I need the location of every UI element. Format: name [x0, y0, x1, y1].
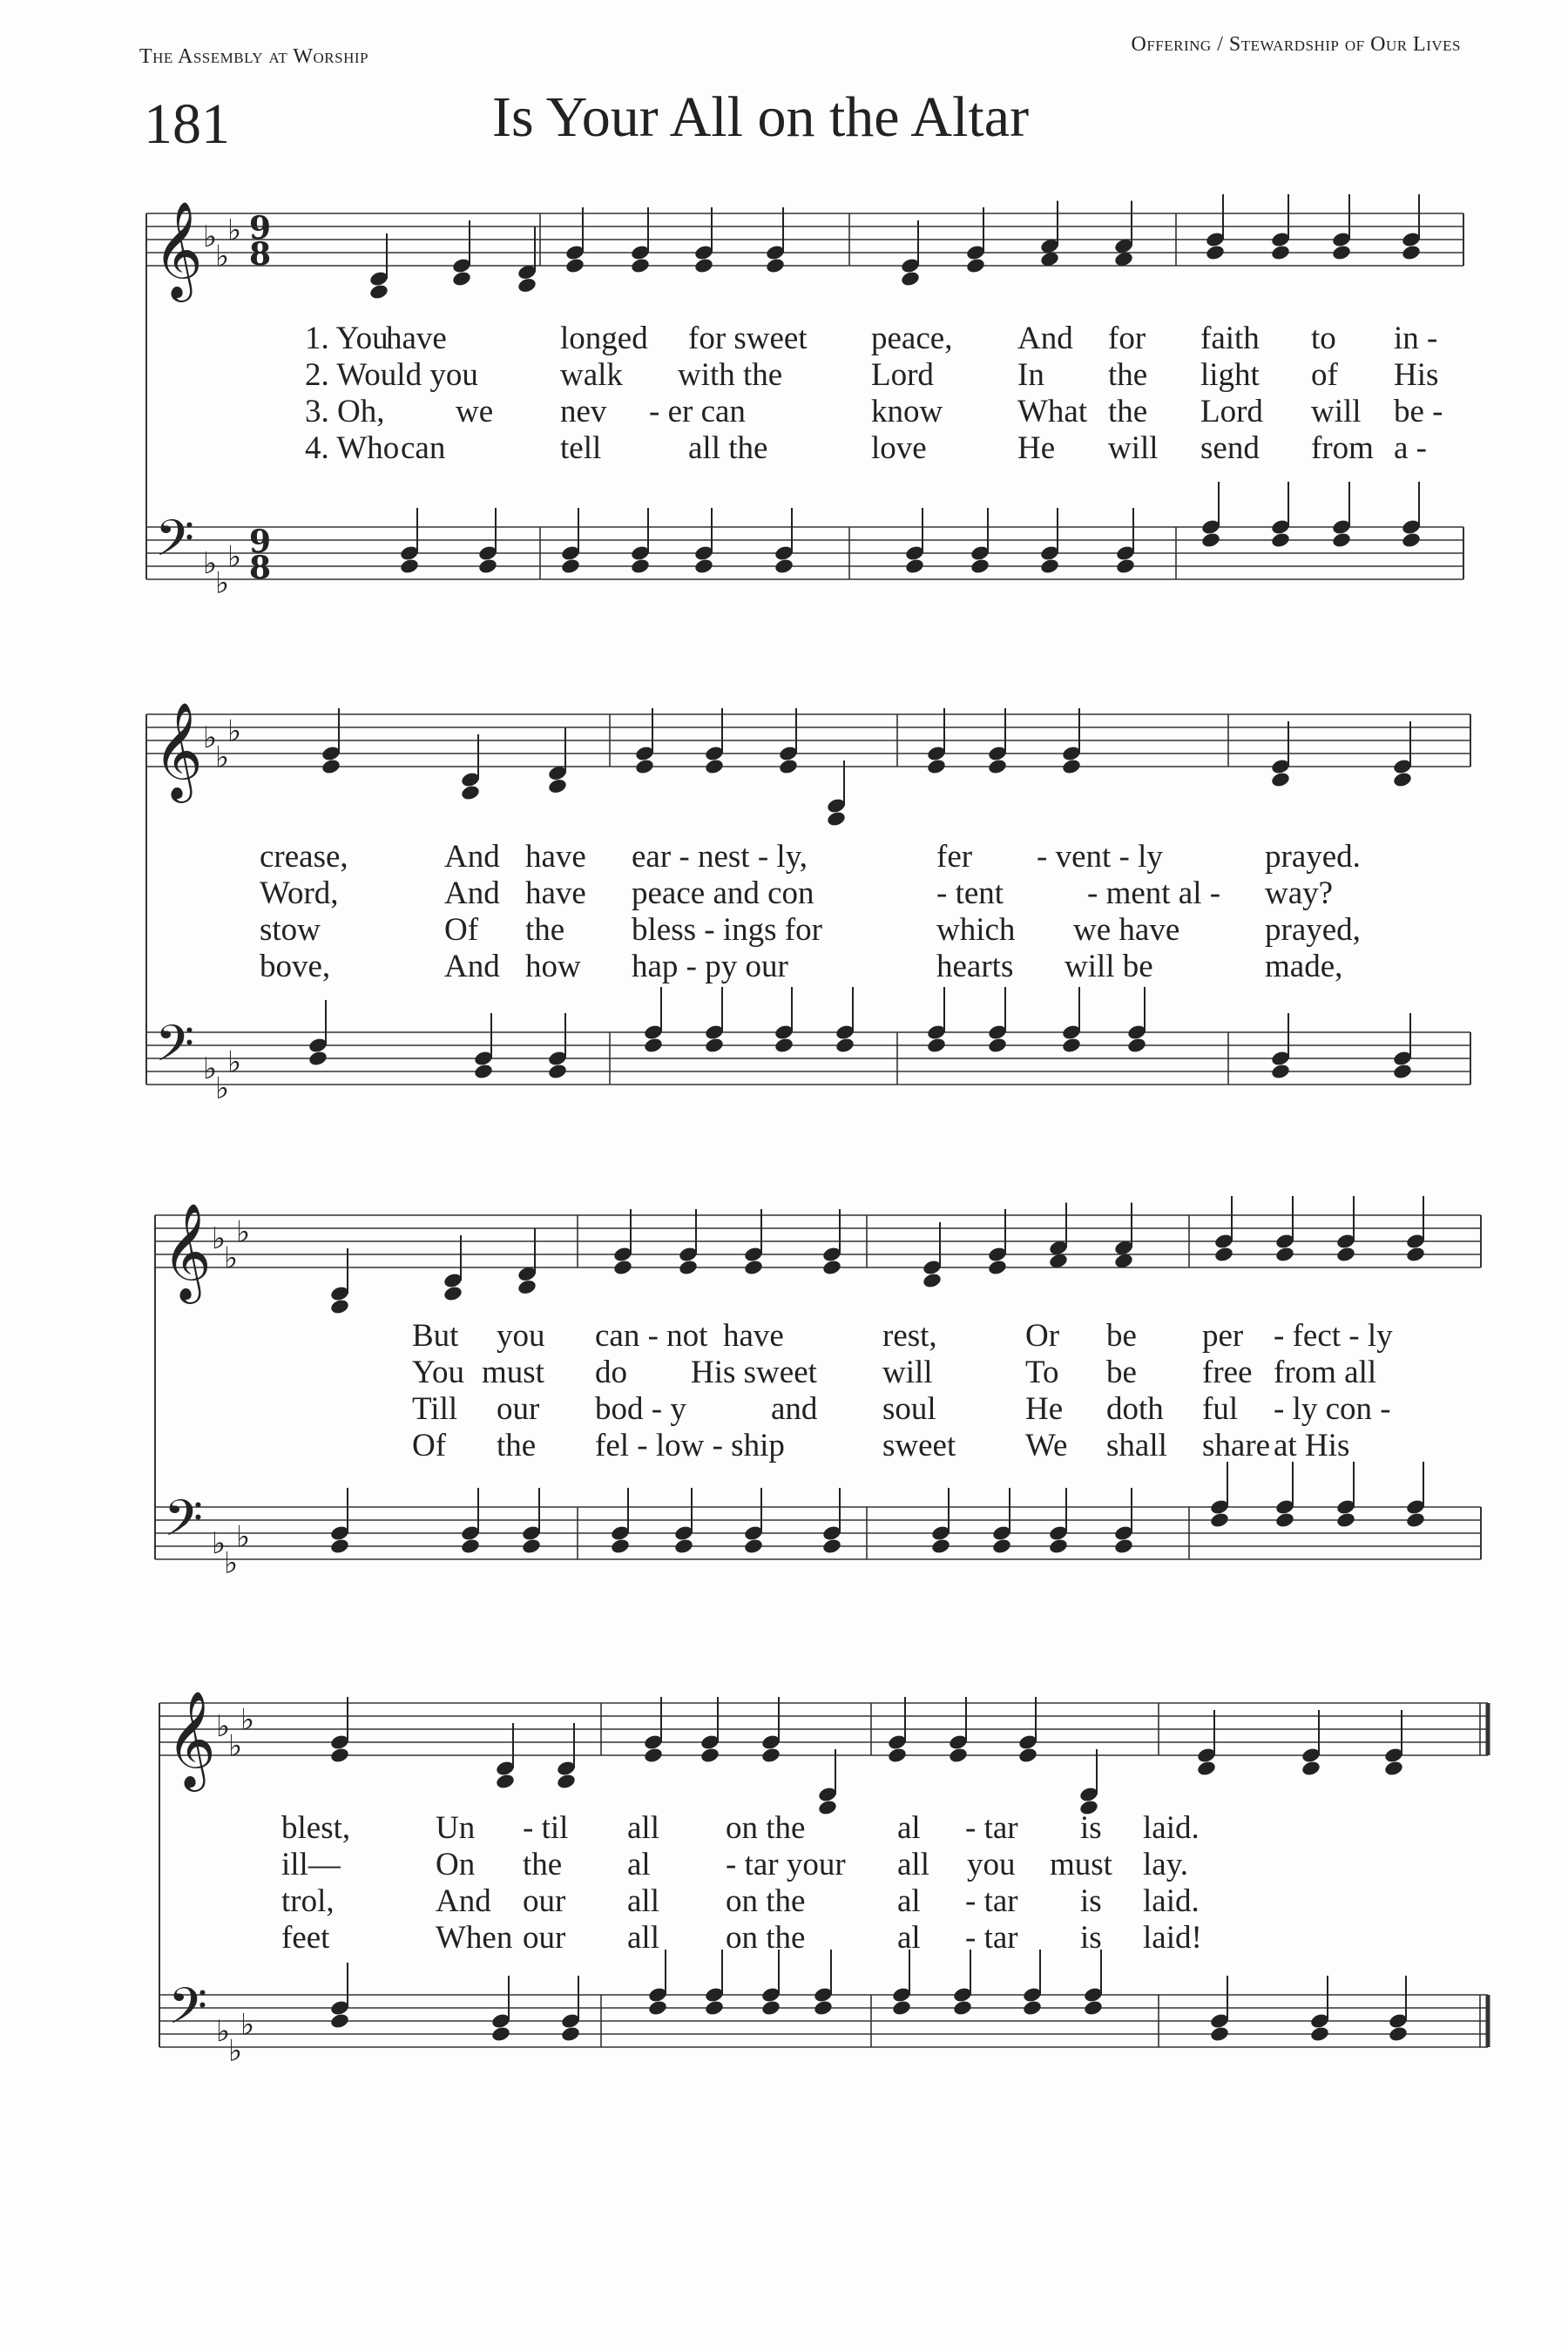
lyric-syllable: Un: [436, 1810, 476, 1846]
lyric-syllable: we: [456, 394, 494, 429]
lyric-syllable: you: [497, 1318, 545, 1354]
lyric-syllable: 2. Would you: [305, 357, 478, 393]
lyric-syllable: And: [1017, 321, 1073, 356]
music-system-2: [0, 688, 1568, 1106]
lyric-syllable: He: [1017, 430, 1056, 466]
bass-clef-icon: 𝄢: [168, 1977, 208, 2048]
lyric-syllable: sweet: [882, 1428, 956, 1463]
flat-icon: ♭: [228, 2033, 243, 2069]
lyric-syllable: To: [1025, 1355, 1059, 1390]
flat-icon: ♭: [240, 1702, 255, 1738]
lyric-syllable: the: [497, 1428, 537, 1463]
treble-clef-icon: 𝄞: [153, 200, 203, 298]
lyric-syllable: can: [401, 430, 446, 466]
music-system-3: [0, 1193, 1568, 1612]
flat-icon: ♭: [212, 1221, 226, 1256]
lyric-syllable: tell: [560, 430, 602, 466]
flat-icon: ♭: [203, 720, 218, 755]
lyric-syllable: can - not: [595, 1318, 708, 1354]
lyric-syllable: bod - y: [595, 1391, 686, 1427]
bass-clef-icon: 𝄢: [155, 509, 195, 580]
lyric-syllable: soul: [882, 1391, 936, 1427]
hymn-number: 181: [144, 92, 230, 156]
lyric-syllable: free: [1202, 1355, 1253, 1390]
lyric-syllable: In: [1017, 357, 1044, 393]
lyric-syllable: our: [497, 1391, 540, 1427]
lyric-syllable: Lord: [1200, 394, 1263, 429]
lyric-syllable: And: [444, 875, 500, 911]
flat-icon: ♭: [227, 713, 242, 749]
lyric-syllable: in -: [1394, 321, 1438, 356]
lyric-syllable: way?: [1265, 875, 1334, 911]
lyric-syllable: is: [1080, 1883, 1102, 1919]
lyric-syllable: - til: [523, 1810, 569, 1846]
lyric-syllable: ill—: [281, 1847, 341, 1882]
lyric-syllable: His: [1394, 357, 1439, 393]
lyric-syllable: a -: [1394, 430, 1427, 466]
flat-icon: ♭: [227, 213, 242, 248]
lyric-syllable: laid!: [1143, 1920, 1202, 1956]
lyric-syllable: with the: [678, 357, 783, 393]
lyric-syllable: On: [436, 1847, 476, 1882]
flat-icon: ♭: [212, 1526, 226, 1561]
lyric-syllable: laid.: [1143, 1810, 1200, 1846]
lyric-syllable: shall: [1106, 1428, 1167, 1463]
lyric-syllable: And: [444, 839, 500, 875]
lyric-syllable: will: [1311, 394, 1362, 429]
lyric-syllable: al: [897, 1883, 921, 1919]
flat-icon: ♭: [228, 1728, 243, 1764]
music-system-4: [0, 1681, 1568, 2099]
lyric-syllable: bless - ings for: [632, 912, 822, 948]
lyrics-block: [0, 1193, 1568, 1612]
lyric-syllable: from: [1311, 430, 1374, 466]
flat-icon: ♭: [224, 1545, 239, 1581]
lyric-syllable: His sweet: [691, 1355, 817, 1390]
flat-icon: ♭: [227, 1044, 242, 1080]
lyric-syllable: made,: [1265, 949, 1343, 984]
flat-icon: ♭: [203, 220, 218, 254]
flat-icon: ♭: [224, 1240, 239, 1276]
lyric-syllable: for: [1108, 321, 1146, 356]
lyric-syllable: which: [936, 912, 1016, 948]
lyric-syllable: Word,: [260, 875, 339, 911]
lyric-syllable: - ly con -: [1274, 1391, 1391, 1427]
lyric-syllable: you: [967, 1847, 1016, 1882]
lyric-syllable: Lord: [871, 357, 934, 393]
lyric-syllable: We: [1025, 1428, 1068, 1463]
lyric-syllable: laid.: [1143, 1883, 1200, 1919]
lyric-syllable: But: [412, 1318, 459, 1354]
lyric-syllable: fer: [936, 839, 973, 875]
lyric-syllable: doth: [1106, 1391, 1164, 1427]
lyric-syllable: What: [1017, 394, 1088, 429]
lyric-syllable: rest,: [882, 1318, 937, 1354]
flat-icon: ♭: [240, 2007, 255, 2043]
lyric-syllable: And: [436, 1883, 491, 1919]
lyric-syllable: is: [1080, 1810, 1102, 1846]
lyric-syllable: walk: [560, 357, 623, 393]
lyric-syllable: all: [627, 1920, 659, 1956]
flat-icon: ♭: [215, 565, 230, 601]
lyric-syllable: to: [1311, 321, 1336, 356]
lyric-syllable: hap - py our: [632, 949, 788, 984]
lyric-syllable: feet: [281, 1920, 330, 1956]
lyric-syllable: have: [525, 875, 586, 911]
lyric-syllable: Of: [444, 912, 479, 948]
flat-icon: ♭: [236, 1519, 251, 1555]
lyric-syllable: and: [771, 1391, 818, 1427]
flat-icon: ♭: [227, 539, 242, 575]
lyric-syllable: our: [523, 1883, 566, 1919]
bass-clef-icon: 𝄢: [155, 1014, 195, 1085]
time-signature-top: 9: [249, 524, 272, 560]
treble-clef-icon: 𝄞: [162, 1202, 212, 1300]
lyric-syllable: our: [523, 1920, 566, 1956]
flat-icon: ♭: [215, 239, 230, 274]
lyric-syllable: You: [412, 1355, 465, 1390]
lyric-syllable: be: [1106, 1355, 1137, 1390]
lyric-syllable: all: [627, 1883, 659, 1919]
lyric-syllable: 4. Who: [305, 430, 400, 466]
lyric-syllable: be -: [1394, 394, 1443, 429]
lyric-syllable: have: [723, 1318, 784, 1354]
lyric-syllable: al: [897, 1920, 921, 1956]
lyric-syllable: have: [386, 321, 447, 356]
lyric-syllable: al: [897, 1810, 921, 1846]
lyric-syllable: the: [1108, 357, 1148, 393]
lyric-syllable: light: [1200, 357, 1260, 393]
flat-icon: ♭: [215, 1071, 230, 1106]
lyric-syllable: Till: [412, 1391, 458, 1427]
lyric-syllable: 1. You: [305, 321, 389, 356]
lyric-syllable: have: [525, 839, 586, 875]
lyric-syllable: must: [1050, 1847, 1112, 1882]
flat-icon: ♭: [216, 2014, 231, 2049]
lyric-syllable: - ment al -: [1087, 875, 1221, 911]
lyric-syllable: peace and con: [632, 875, 814, 911]
bass-clef-icon: 𝄢: [164, 1489, 204, 1560]
lyric-syllable: blest,: [281, 1810, 351, 1846]
lyric-syllable: lay.: [1143, 1847, 1189, 1882]
lyric-syllable: how: [525, 949, 581, 984]
lyric-syllable: prayed,: [1265, 912, 1361, 948]
lyric-syllable: nev: [560, 394, 607, 429]
lyrics-block: [0, 1681, 1568, 2099]
lyric-syllable: love: [871, 430, 927, 466]
lyric-syllable: per: [1202, 1318, 1244, 1354]
lyric-syllable: ful: [1202, 1391, 1239, 1427]
lyric-syllable: send: [1200, 430, 1260, 466]
lyric-syllable: prayed.: [1265, 839, 1361, 875]
lyric-syllable: do: [595, 1355, 627, 1390]
time-signature-bottom: 8: [249, 550, 272, 586]
lyric-syllable: for sweet: [688, 321, 808, 356]
lyric-syllable: al: [627, 1847, 651, 1882]
lyric-syllable: 3. Oh,: [305, 394, 385, 429]
lyric-syllable: will be: [1064, 949, 1153, 984]
lyric-syllable: bove,: [260, 949, 331, 984]
lyrics-block: [0, 187, 1568, 605]
lyric-syllable: share: [1202, 1428, 1271, 1463]
lyric-syllable: - tar: [965, 1883, 1018, 1919]
time-signature-bottom: 8: [249, 236, 272, 273]
treble-clef-icon: 𝄞: [166, 1690, 216, 1788]
lyric-syllable: all: [627, 1810, 659, 1846]
lyric-syllable: will: [882, 1355, 933, 1390]
lyric-syllable: Of: [412, 1428, 447, 1463]
lyric-syllable: on the: [726, 1810, 806, 1846]
lyric-syllable: - tar your: [726, 1847, 846, 1882]
lyric-syllable: of: [1311, 357, 1338, 393]
lyrics-block: [0, 688, 1568, 1106]
treble-clef-icon: 𝄞: [153, 701, 203, 799]
lyric-syllable: must: [482, 1355, 544, 1390]
lyric-syllable: longed: [560, 321, 648, 356]
lyric-syllable: fel - low - ship: [595, 1428, 785, 1463]
lyric-syllable: - tar: [965, 1810, 1018, 1846]
lyric-syllable: know: [871, 394, 943, 429]
lyric-syllable: on the: [726, 1883, 806, 1919]
hymn-title: Is Your All on the Altar: [492, 85, 1030, 149]
lyric-syllable: When: [436, 1920, 513, 1956]
lyric-syllable: from all: [1274, 1355, 1377, 1390]
lyric-syllable: on the: [726, 1920, 806, 1956]
lyric-syllable: the: [525, 912, 565, 948]
lyric-syllable: the: [523, 1847, 563, 1882]
lyric-syllable: is: [1080, 1920, 1102, 1956]
lyric-syllable: hearts: [936, 949, 1014, 984]
flat-icon: ♭: [236, 1214, 251, 1250]
lyric-syllable: the: [1108, 394, 1148, 429]
flat-icon: ♭: [203, 1051, 218, 1086]
lyric-syllable: - tar: [965, 1920, 1018, 1956]
lyric-syllable: Or: [1025, 1318, 1060, 1354]
lyric-syllable: trol,: [281, 1883, 335, 1919]
music-system-1: [0, 187, 1568, 605]
lyric-syllable: will: [1108, 430, 1159, 466]
lyric-syllable: - er can: [649, 394, 746, 429]
time-signature-top: 9: [249, 210, 272, 247]
lyric-syllable: we have: [1073, 912, 1180, 948]
lyric-syllable: at His: [1274, 1428, 1350, 1463]
lyric-syllable: stow: [260, 912, 321, 948]
lyric-syllable: all the: [688, 430, 768, 466]
lyric-syllable: all: [897, 1847, 929, 1882]
lyric-syllable: ear - nest - ly,: [632, 839, 808, 875]
lyric-syllable: faith: [1200, 321, 1260, 356]
lyric-syllable: peace,: [871, 321, 953, 356]
lyric-syllable: - vent - ly: [1037, 839, 1163, 875]
section-header-left: The Assembly at Worship: [139, 45, 368, 68]
section-header-right: Offering / Stewardship of Our Lives: [1131, 33, 1461, 56]
flat-icon: ♭: [216, 1709, 231, 1744]
lyric-syllable: He: [1025, 1391, 1064, 1427]
lyric-syllable: - tent: [936, 875, 1004, 911]
lyric-syllable: - fect - ly: [1274, 1318, 1393, 1354]
lyric-syllable: be: [1106, 1318, 1137, 1354]
lyric-syllable: crease,: [260, 839, 348, 875]
flat-icon: ♭: [215, 740, 230, 775]
lyric-syllable: And: [444, 949, 500, 984]
flat-icon: ♭: [203, 546, 218, 581]
